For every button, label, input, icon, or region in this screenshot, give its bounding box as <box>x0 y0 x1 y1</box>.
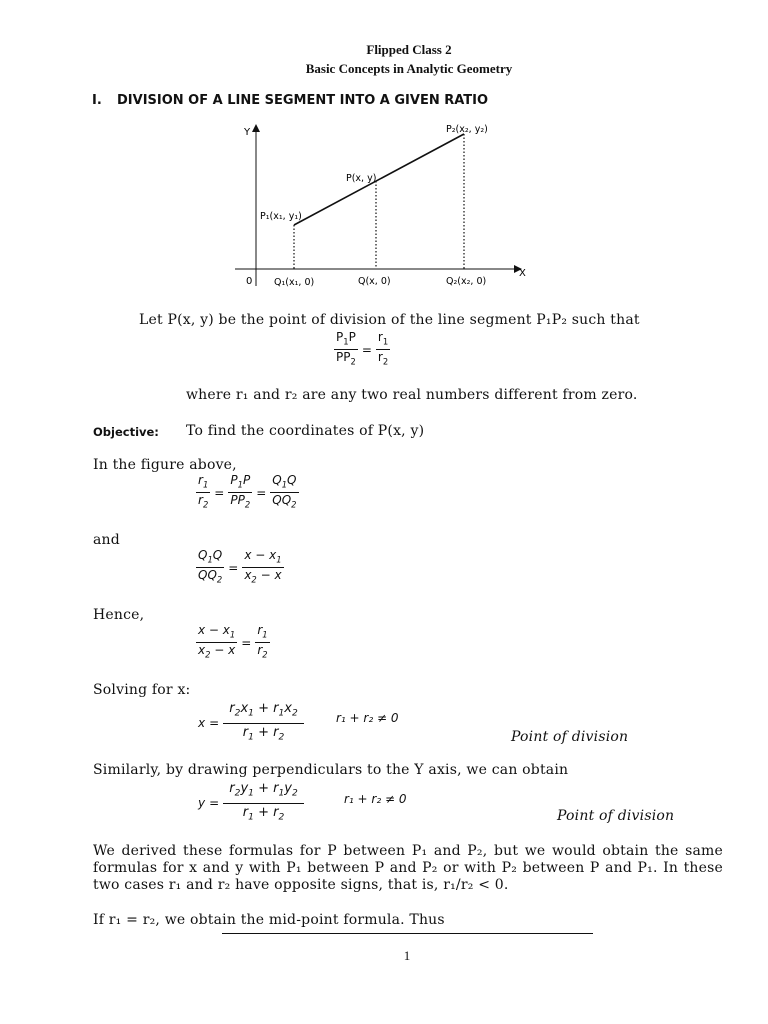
x-axis-label: X <box>519 268 526 279</box>
page-number: 1 <box>403 948 411 963</box>
step-in-figure: In the figure above, <box>93 457 237 473</box>
intro-where-line: where r₁ and r₂ are any two real numbers different from zero. <box>186 387 638 403</box>
equation-y-formula: y = $\frac{r_2y_1 + r_1y_2}{r_1 + r_2}$ <box>198 781 304 825</box>
point-of-division-y: Point of division <box>557 808 675 824</box>
step-solving: Solving for x: <box>93 682 191 698</box>
intro-let-line: Let P(x, y) be the point of division of the line segment P₁P₂ such that <box>139 312 640 328</box>
section-heading: DIVISION OF A LINE SEGMENT INTO A GIVEN RATIO <box>117 93 489 108</box>
q1-label: Q₁(x₁, 0) <box>274 277 315 288</box>
origin-label: 0 <box>246 276 253 287</box>
p1-label: P₁(x₁, y₁) <box>260 211 302 222</box>
objective-text: To find the coordinates of P(x, y) <box>186 423 425 439</box>
division-diagram <box>230 118 540 293</box>
section-number: I. <box>92 93 102 108</box>
document-subtitle: Basic Concepts in Analytic Geometry <box>305 61 513 76</box>
step-similarly: Similarly, by drawing perpendiculars to the Y axis, we can obtain <box>93 762 569 778</box>
midpoint-line: If r₁ = r₂, we obtain the mid-point formula. Thus <box>93 912 445 928</box>
y-axis-label: Y <box>244 127 251 138</box>
equation-x-formula: x = $\frac{r_2x_1 + r_1x_2}{r_1 + r_2}$ <box>198 701 304 745</box>
segment-p1p2 <box>294 134 464 225</box>
closing-paragraph: We derived these formulas for P between P₁ and P₂, but we would obtain the same formulas for x and y with P₁ between P and P₂ or with P₂ between P and P₁. In these two cases r₁ and r₂ have opposite signs, that is, r₁/r₂ < 0. <box>93 843 723 893</box>
objective-label: Objective: <box>93 425 159 439</box>
point-of-division-x: Point of division <box>511 729 629 745</box>
document-title: Flipped Class 2 <box>366 42 452 57</box>
y-axis-arrow <box>252 124 260 132</box>
footer-rule <box>222 933 593 934</box>
equation-ratio-definition: $\frac{P_1P}{PP_2}$ = $\frac{r_1}{r_2}$ <box>336 330 389 367</box>
step-hence: Hence, <box>93 607 145 623</box>
equation-ratio-chain: $\frac{r_1}{r_2}$ = $\frac{P_1P}{PP_2}$ = $\frac{Q_1Q}{QQ_2}$ <box>198 473 297 510</box>
equation-x-ratio: $\frac{x - x_1}{x_2 - x}$ = $\frac{r_1}{r_2}$ <box>198 623 268 660</box>
equation-q-ratio: $\frac{Q_1Q}{QQ_2}$ = $\frac{x - x_1}{x_2 - x}$ <box>198 548 282 585</box>
q2-label: Q₂(x₂, 0) <box>446 276 487 287</box>
p2-label: P₂(x₂, y₂) <box>446 124 488 135</box>
step-and: and <box>93 532 120 548</box>
q-label: Q(x, 0) <box>358 276 391 287</box>
condition-y: r₁ + r₂ ≠ 0 <box>344 792 407 806</box>
p-label: P(x, y) <box>346 173 377 184</box>
condition-x: r₁ + r₂ ≠ 0 <box>336 711 399 725</box>
